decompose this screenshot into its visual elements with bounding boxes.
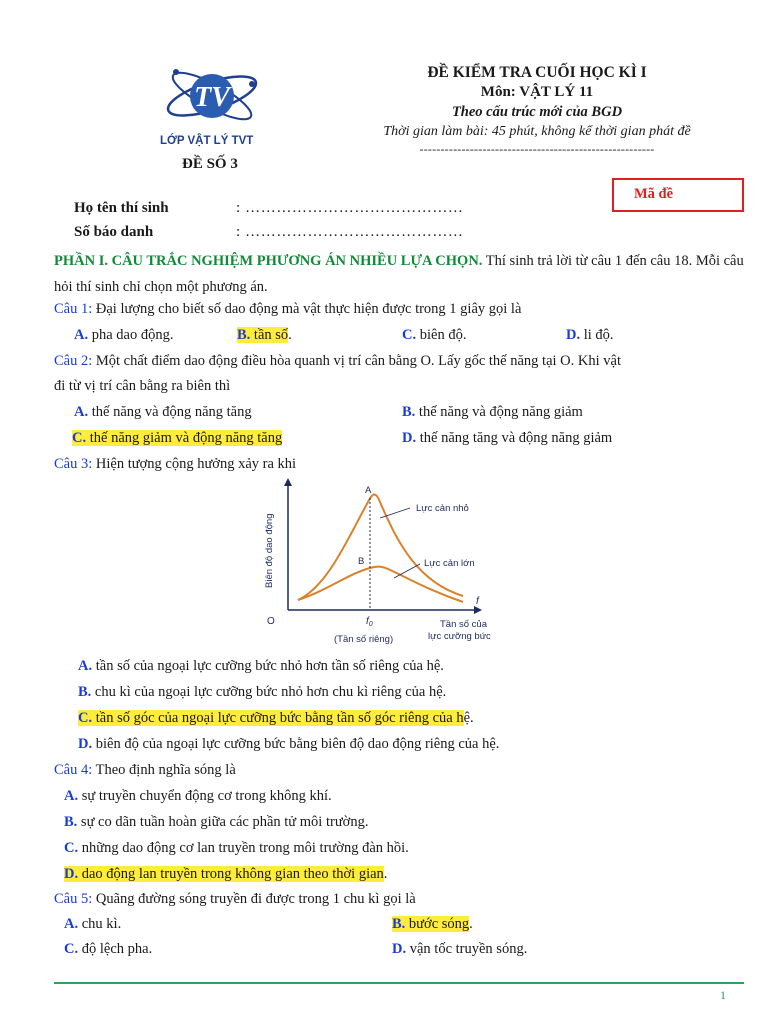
exam-time: Thời gian làm bài: 45 phút, không kể thời gian phát đề (383, 124, 691, 139)
q2-option-d[interactable]: D. thế năng tăng và động năng giảm (402, 430, 613, 446)
q1-option-a[interactable]: A. pha dao động. (74, 327, 174, 343)
x-axis-arrow (474, 606, 482, 614)
q4-option-b[interactable]: B. sự co dãn tuần hoàn giữa các phần tử môi trường. (64, 814, 369, 830)
q3-option-d[interactable]: D. biên độ của ngoại lực cưỡng bức bằng biên độ dao động riêng của hệ. (78, 736, 500, 752)
question-label: Câu 3: (54, 456, 93, 472)
question-text: Đại lượng cho biết số dao động mà vật thực hiện được trong 1 giây gọi là (92, 301, 522, 317)
student-name-label: Họ tên thí sinh (74, 200, 169, 216)
curve-large-label: Lực cản lớn (424, 558, 475, 569)
question-label: Câu 1: (54, 301, 93, 317)
exam-subject: Môn: VẬT LÝ 11 (480, 84, 594, 100)
f0-caption: (Tần số riêng) (334, 634, 394, 645)
q2-option-c[interactable]: C. thế năng giảm và động năng tăng (72, 430, 283, 446)
q3-option-c[interactable]: C. tần số góc của ngoại lực cưỡng bức bằng tần số góc riêng của hệ. (78, 710, 474, 726)
question-text: Theo định nghĩa sóng là (92, 762, 236, 778)
question-text: Quãng đường sóng truyền đi được trong 1 chu kì gọi là (92, 891, 416, 907)
q5-option-b[interactable]: B. bước sóng. (392, 916, 473, 932)
student-id-label: Số báo danh (74, 224, 154, 240)
exam-title: ĐỀ KIỂM TRA CUỐI HỌC KÌ I (427, 64, 647, 81)
x-axis-symbol: f (476, 596, 479, 607)
q1-option-b[interactable]: B. tần số. (237, 327, 292, 343)
q3-option-b[interactable]: B. chu kì của ngoại lực cưỡng bức nhỏ hơn chu kì riêng của hệ. (78, 684, 447, 700)
q2-option-b[interactable]: B. thế năng và động năng giảm (402, 404, 583, 420)
q4-option-c[interactable]: C. những dao động cơ lan truyền trong môi trường đàn hồi. (64, 840, 409, 856)
resonance-graph-svg (258, 478, 538, 650)
exam-structure: Theo cấu trúc mới của BGD (451, 104, 623, 120)
q3-option-a[interactable]: A. tần số của ngoại lực cưỡng bức nhỏ hơn tần số riêng của hệ. (78, 658, 444, 674)
q5-option-c[interactable]: C. độ lệch pha. (64, 941, 153, 957)
question-label: Câu 2: (54, 353, 93, 369)
question-5 (54, 891, 416, 908)
point-b-label: B (358, 556, 365, 567)
logo-text: LỚP VẬT LÝ TVT (160, 135, 254, 147)
student-id-field[interactable]: : …………………………………… (236, 224, 464, 240)
f0-label: $f_0$ (366, 616, 373, 628)
curve-large-pointer (394, 564, 420, 578)
y-axis-label: Biên độ dao động (264, 513, 275, 588)
y-axis-arrow (284, 478, 292, 486)
q4-option-a[interactable]: A. sự truyền chuyển động cơ trong không khí. (64, 788, 332, 804)
x-caption-line2: lực cưỡng bức (428, 631, 491, 642)
part1-instruction: Thí sinh trả lời từ câu 1 đến câu 18. Mỗi câu hỏi thí sinh chỉ chọn một phương án. (54, 253, 744, 295)
question-1 (54, 301, 521, 318)
question-label: Câu 4: (54, 762, 93, 778)
origin-label: O (267, 616, 275, 627)
resonance-graph (258, 478, 538, 650)
x-caption-line1: Tần số của (440, 619, 487, 630)
logo-monogram: TV (194, 82, 230, 113)
curve-small-label: Lực cản nhỏ (416, 503, 469, 514)
page-number: 1 (720, 988, 726, 1002)
logo-graphic (160, 62, 288, 150)
question-4 (54, 762, 236, 779)
question-text: Một chất điểm dao động điều hòa quanh vị trí cân bằng O. Lấy gốc thế năng tại O. Khi vật (92, 353, 621, 369)
question-3 (54, 456, 296, 473)
exam-number: ĐỀ SỐ 3 (182, 156, 238, 172)
part1-heading: PHẦN I. CÂU TRẮC NGHIỆM PHƯƠNG ÁN NHIỀU LỰA CHỌN. (54, 253, 483, 269)
question-text: Hiện tượng cộng hưởng xảy ra khi (92, 456, 297, 472)
q4-option-d[interactable]: D. dao động lan truyền trong không gian theo thời gian. (64, 866, 388, 882)
q5-option-a[interactable]: A. chu kì. (64, 916, 122, 932)
logo (160, 62, 288, 150)
question-2 (54, 353, 621, 370)
q2-option-a[interactable]: A. thế năng và động năng tăng (74, 404, 252, 420)
q1-option-c[interactable]: C. biên độ. (402, 327, 467, 343)
student-name-field[interactable]: : …………………………………… (236, 200, 464, 216)
footer-divider (54, 982, 744, 984)
question-2-line2: đi từ vị trí cân bằng ra biên thì (54, 378, 231, 394)
question-label: Câu 5: (54, 891, 93, 907)
part1-intro (54, 248, 764, 300)
q5-option-d[interactable]: D. vận tốc truyền sóng. (392, 941, 528, 957)
point-a-label: A (365, 485, 372, 496)
exam-code-box: Mã đề (612, 178, 744, 212)
header-separator: -------------------------------------------------------- (419, 142, 655, 156)
q1-option-d[interactable]: D. li độ. (566, 327, 614, 343)
